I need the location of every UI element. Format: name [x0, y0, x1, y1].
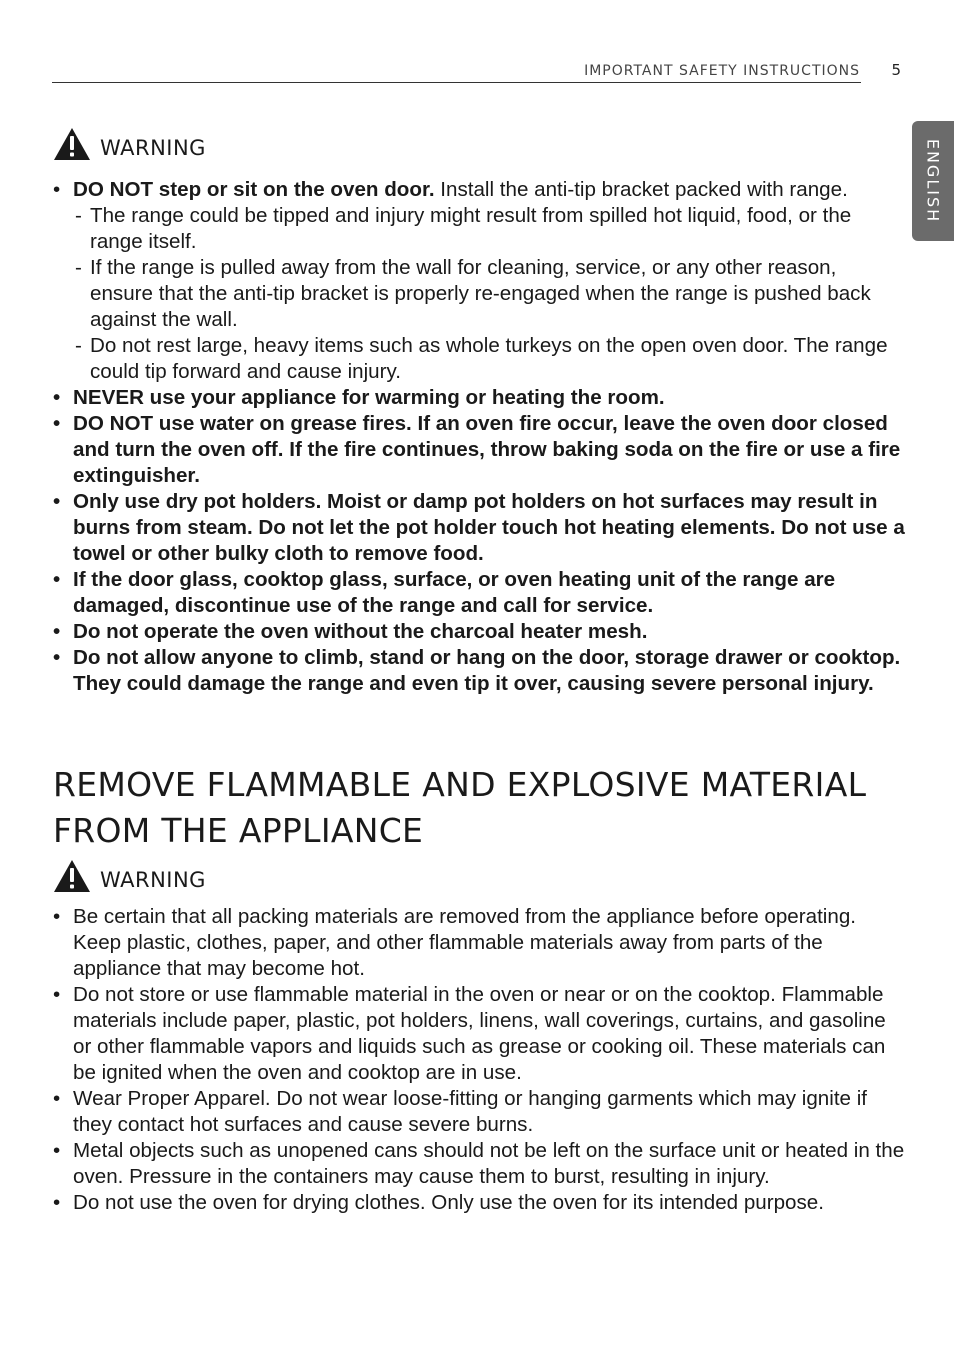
list-item-lead: DO NOT step or sit on the oven door. [73, 178, 435, 201]
warning-triangle-icon [53, 859, 91, 893]
sub-list [73, 203, 905, 385]
list-item: • NEVER use your appliance for warming or heating the room. [53, 385, 905, 411]
sub-list-item: - Do not rest large, heavy items such as whole turkeys on the open oven door. The range could tip forward and cause injury. [73, 333, 905, 385]
warning-list [53, 177, 905, 697]
language-tab [912, 121, 954, 241]
list-item: • Metal objects such as unopened cans should not be left on the surface unit or heated in the oven. Pressure in the containers may cause them to burst, resulting in injury. [53, 1138, 905, 1190]
page-number: 5 [891, 61, 901, 79]
list-item [53, 177, 905, 385]
list-item: • Wear Proper Apparel. Do not wear loose-fitting or hanging garments which may ignite if they contact hot surfaces and cause severe burns. [53, 1086, 905, 1138]
list-item-text: Install the anti-tip bracket packed with range. [434, 178, 848, 201]
list-item: • Do not operate the oven without the charcoal heater mesh. [53, 619, 905, 645]
language-tab-label: ENGLISH [923, 138, 943, 224]
list-item: • If the door glass, cooktop glass, surface, or oven heating unit of the range are damaged, discontinue use of the range and call for service. [53, 567, 905, 619]
flammable-list [53, 904, 905, 1216]
warning-heading [53, 859, 206, 893]
sub-list-item: - The range could be tipped and injury might result from spilled hot liquid, food, or the range itself. [73, 203, 905, 255]
warning-label: WARNING [100, 868, 206, 892]
running-header: IMPORTANT SAFETY INSTRUCTIONS [584, 63, 860, 79]
list-item: • Do not store or use flammable material in the oven or near or on the cooktop. Flammable materials include paper, plastic, pot holders, linens, wall coverings, curtains, and gasoline or other flammable vapors and liquids such as grease or cooking oil. These materials can be ignited when the oven and cooktop are in use. [53, 982, 905, 1086]
list-item: • Do not allow anyone to climb, stand or hang on the door, storage drawer or cooktop. They could damage the range and even tip it over, causing severe personal injury. [53, 645, 905, 697]
list-item: • Do not use the oven for drying clothes. Only use the oven for its intended purpose. [53, 1190, 905, 1216]
warning-heading [53, 127, 206, 161]
section-title: REMOVE FLAMMABLE AND EXPLOSIVE MATERIAL FROM THE APPLIANCE [53, 765, 867, 850]
list-item: • Only use dry pot holders. Moist or damp pot holders on hot surfaces may result in burns from steam. Do not let the pot holder touch hot heating elements. Do not use a towel or other bulky cloth to remove food. [53, 489, 905, 567]
header-divider [52, 82, 861, 83]
warning-triangle-icon [53, 127, 91, 161]
list-item: • Be certain that all packing materials are removed from the appliance before operating. Keep plastic, clothes, paper, and other flammable materials away from parts of the appliance that may become hot. [53, 904, 905, 982]
sub-list-item: - If the range is pulled away from the wall for cleaning, service, or any other reason, ensure that the anti-tip bracket is properly re-engaged when the range is pushed back against the wall. [73, 255, 905, 333]
list-item: • DO NOT use water on grease fires. If an oven fire occur, leave the oven door closed and turn the oven off. If the fire continues, throw baking soda on the fire or use a fire extinguisher. [53, 411, 905, 489]
warning-label: WARNING [100, 136, 206, 160]
